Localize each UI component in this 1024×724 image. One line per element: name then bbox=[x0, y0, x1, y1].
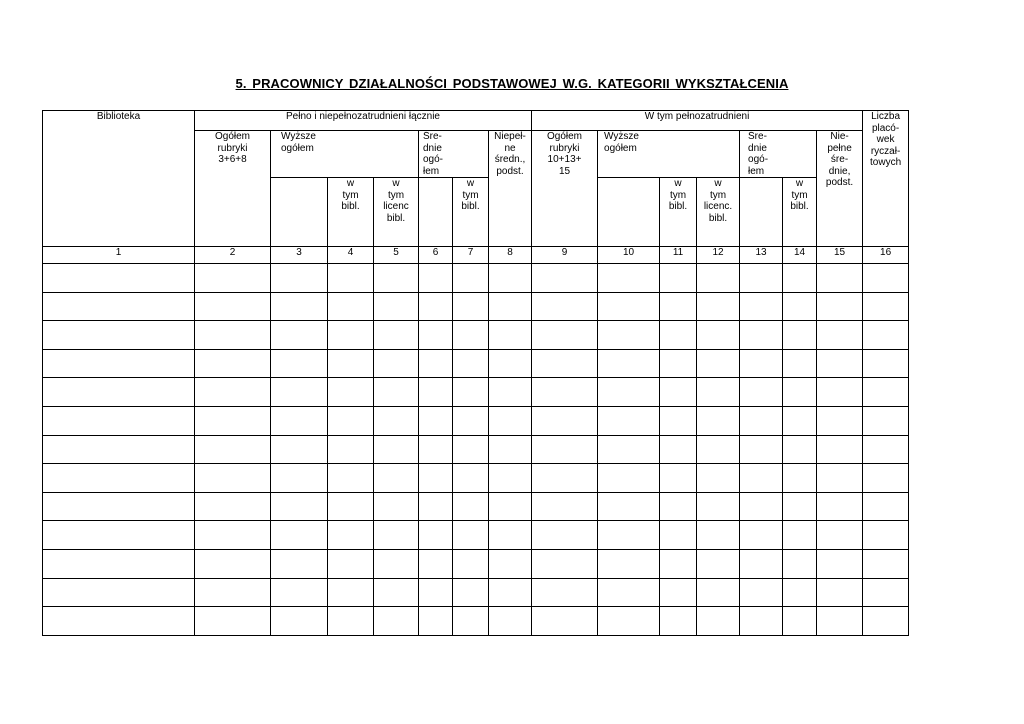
table-cell[interactable] bbox=[863, 406, 909, 435]
table-cell[interactable] bbox=[740, 492, 783, 521]
table-cell[interactable] bbox=[489, 492, 532, 521]
table-cell[interactable] bbox=[271, 492, 328, 521]
table-cell[interactable] bbox=[783, 435, 817, 464]
table-cell[interactable] bbox=[43, 378, 195, 407]
table-cell[interactable] bbox=[783, 464, 817, 493]
table-cell[interactable] bbox=[598, 549, 660, 578]
table-row bbox=[43, 464, 909, 493]
table-row bbox=[43, 406, 909, 435]
table-cell[interactable] bbox=[660, 378, 697, 407]
table-cell[interactable] bbox=[660, 464, 697, 493]
table-cell[interactable] bbox=[863, 435, 909, 464]
table-cell[interactable] bbox=[374, 464, 419, 493]
header-g2-niepelne: Nie- pełne śre- dnie, podst. bbox=[817, 131, 863, 247]
header-g2-ogolem: Ogółem rubryki 10+13+ 15 bbox=[532, 131, 598, 247]
table-cell[interactable] bbox=[598, 521, 660, 550]
table-cell[interactable] bbox=[598, 406, 660, 435]
table-cell[interactable] bbox=[740, 264, 783, 293]
table-cell[interactable] bbox=[419, 435, 453, 464]
table-cell[interactable] bbox=[489, 406, 532, 435]
header-group-fulltime: W tym pełnozatrudnieni bbox=[532, 111, 863, 131]
column-number: 11 bbox=[660, 247, 697, 264]
table-cell[interactable] bbox=[740, 349, 783, 378]
table-cell[interactable] bbox=[697, 264, 740, 293]
table-cell[interactable] bbox=[598, 464, 660, 493]
header-biblioteka: Biblioteka bbox=[43, 111, 195, 247]
table-cell[interactable] bbox=[374, 406, 419, 435]
table-cell[interactable] bbox=[419, 349, 453, 378]
table-cell[interactable] bbox=[374, 292, 419, 321]
table-cell[interactable] bbox=[863, 378, 909, 407]
table-row bbox=[43, 492, 909, 521]
column-number: 3 bbox=[271, 247, 328, 264]
table-cell[interactable] bbox=[489, 264, 532, 293]
table-row bbox=[43, 607, 909, 636]
header-g1-niepelne: Niepeł- ne średn., podst. bbox=[489, 131, 532, 247]
table-cell[interactable] bbox=[660, 321, 697, 350]
table-cell[interactable] bbox=[740, 464, 783, 493]
table-cell[interactable] bbox=[43, 264, 195, 293]
table-cell[interactable] bbox=[817, 321, 863, 350]
table-cell[interactable] bbox=[271, 549, 328, 578]
table-cell[interactable] bbox=[697, 607, 740, 636]
table-cell[interactable] bbox=[419, 578, 453, 607]
table-cell[interactable] bbox=[660, 349, 697, 378]
table-cell[interactable] bbox=[453, 549, 489, 578]
table-cell[interactable] bbox=[532, 464, 598, 493]
header-g2-srednie-wtym: w tym bibl. bbox=[783, 178, 817, 247]
table-cell[interactable] bbox=[328, 292, 374, 321]
table-cell[interactable] bbox=[783, 549, 817, 578]
column-number: 13 bbox=[740, 247, 783, 264]
table-cell[interactable] bbox=[43, 349, 195, 378]
table-row bbox=[43, 378, 909, 407]
table-cell[interactable] bbox=[740, 406, 783, 435]
table-cell[interactable] bbox=[817, 607, 863, 636]
header-g2-wtym-bibl: w tym bibl. bbox=[660, 178, 697, 247]
table-cell[interactable] bbox=[783, 378, 817, 407]
table-cell[interactable] bbox=[532, 607, 598, 636]
table-cell[interactable] bbox=[863, 349, 909, 378]
header-group-row bbox=[43, 111, 909, 131]
column-number: 12 bbox=[697, 247, 740, 264]
table-cell[interactable] bbox=[419, 492, 453, 521]
column-number: 15 bbox=[817, 247, 863, 264]
column-number: 16 bbox=[863, 247, 909, 264]
table-cell[interactable] bbox=[660, 549, 697, 578]
table-cell[interactable] bbox=[489, 549, 532, 578]
table-cell[interactable] bbox=[598, 492, 660, 521]
table-cell[interactable] bbox=[697, 549, 740, 578]
table-cell[interactable] bbox=[195, 578, 271, 607]
table-cell[interactable] bbox=[374, 549, 419, 578]
table-cell[interactable] bbox=[453, 521, 489, 550]
header-liczba-placowek: Liczba placó- wek ryczał- towych bbox=[863, 111, 909, 247]
table-cell[interactable] bbox=[43, 521, 195, 550]
column-number: 1 bbox=[43, 247, 195, 264]
table-cell[interactable] bbox=[489, 607, 532, 636]
table-cell[interactable] bbox=[374, 521, 419, 550]
table-cell[interactable] bbox=[489, 578, 532, 607]
table-cell[interactable] bbox=[328, 464, 374, 493]
header-g1-srednie: Śre- dnie ogó- łem bbox=[419, 131, 489, 178]
header-g1-srednie-spacer bbox=[419, 178, 453, 247]
table-cell[interactable] bbox=[328, 264, 374, 293]
table-cell[interactable] bbox=[697, 349, 740, 378]
table-row bbox=[43, 521, 909, 550]
table-cell[interactable] bbox=[598, 292, 660, 321]
table-cell[interactable] bbox=[271, 264, 328, 293]
header-g2-srednie: Śre- dnie ogó- łem bbox=[740, 131, 817, 178]
table-cell[interactable] bbox=[489, 435, 532, 464]
table-cell[interactable] bbox=[489, 321, 532, 350]
column-number: 2 bbox=[195, 247, 271, 264]
table-cell[interactable] bbox=[419, 406, 453, 435]
column-number: 9 bbox=[532, 247, 598, 264]
table-cell[interactable] bbox=[598, 349, 660, 378]
table-cell[interactable] bbox=[419, 521, 453, 550]
table-row bbox=[43, 435, 909, 464]
table-cell[interactable] bbox=[817, 521, 863, 550]
table-cell[interactable] bbox=[489, 464, 532, 493]
table-cell[interactable] bbox=[195, 435, 271, 464]
table-cell[interactable] bbox=[453, 578, 489, 607]
table-cell[interactable] bbox=[740, 607, 783, 636]
header-group-all-staff: Pełno i niepełnozatrudnieni łącznie bbox=[195, 111, 532, 131]
table-row bbox=[43, 349, 909, 378]
table-cell[interactable] bbox=[817, 406, 863, 435]
table-cell[interactable] bbox=[817, 264, 863, 293]
table-cell[interactable] bbox=[817, 292, 863, 321]
table-cell[interactable] bbox=[532, 264, 598, 293]
table-cell[interactable] bbox=[598, 321, 660, 350]
table-cell[interactable] bbox=[660, 492, 697, 521]
table-cell[interactable] bbox=[783, 578, 817, 607]
table-cell[interactable] bbox=[374, 435, 419, 464]
header-g2-wtym-licenc: w tym licenc. bibl. bbox=[697, 178, 740, 247]
header-g1-wtym-bibl: w tym bibl. bbox=[328, 178, 374, 247]
table-cell[interactable] bbox=[660, 521, 697, 550]
table-cell[interactable] bbox=[271, 349, 328, 378]
table-cell[interactable] bbox=[453, 406, 489, 435]
table-cell[interactable] bbox=[453, 292, 489, 321]
table-cell[interactable] bbox=[598, 378, 660, 407]
table-cell[interactable] bbox=[740, 435, 783, 464]
header-g2-wyzsze-spacer bbox=[598, 178, 660, 247]
table-cell[interactable] bbox=[783, 406, 817, 435]
table-cell[interactable] bbox=[740, 549, 783, 578]
header-g1-wtym-licenc: w tym licenc bibl. bbox=[374, 178, 419, 247]
table-cell[interactable] bbox=[419, 292, 453, 321]
table-cell[interactable] bbox=[697, 378, 740, 407]
table-cell[interactable] bbox=[697, 578, 740, 607]
table-cell[interactable] bbox=[697, 321, 740, 350]
table-cell[interactable] bbox=[532, 549, 598, 578]
table-cell[interactable] bbox=[817, 464, 863, 493]
table-cell[interactable] bbox=[328, 578, 374, 607]
table-row bbox=[43, 292, 909, 321]
table-cell[interactable] bbox=[783, 292, 817, 321]
table-cell[interactable] bbox=[863, 549, 909, 578]
table-cell[interactable] bbox=[453, 349, 489, 378]
table-cell[interactable] bbox=[863, 607, 909, 636]
table-cell[interactable] bbox=[271, 406, 328, 435]
table-cell[interactable] bbox=[817, 549, 863, 578]
table-cell[interactable] bbox=[271, 378, 328, 407]
table-cell[interactable] bbox=[195, 549, 271, 578]
table-cell[interactable] bbox=[419, 321, 453, 350]
table-cell[interactable] bbox=[328, 521, 374, 550]
table-cell[interactable] bbox=[740, 321, 783, 350]
table-cell[interactable] bbox=[532, 521, 598, 550]
table-cell[interactable] bbox=[195, 349, 271, 378]
table-cell[interactable] bbox=[783, 264, 817, 293]
table-cell[interactable] bbox=[532, 406, 598, 435]
page-title: 5. PRACOWNICY DZIAŁALNOŚCI PODSTAWOWEJ W.G. KATEGORII WYKSZTAŁCENIA bbox=[235, 76, 789, 91]
table-cell[interactable] bbox=[43, 292, 195, 321]
table-cell[interactable] bbox=[697, 406, 740, 435]
table-cell[interactable] bbox=[532, 492, 598, 521]
table-cell[interactable] bbox=[863, 578, 909, 607]
column-number: 10 bbox=[598, 247, 660, 264]
table-cell[interactable] bbox=[195, 292, 271, 321]
table-cell[interactable] bbox=[271, 578, 328, 607]
table-cell[interactable] bbox=[740, 378, 783, 407]
table-cell[interactable] bbox=[374, 578, 419, 607]
table-cell[interactable] bbox=[374, 264, 419, 293]
table-cell[interactable] bbox=[783, 321, 817, 350]
table-cell[interactable] bbox=[374, 349, 419, 378]
table-cell[interactable] bbox=[271, 607, 328, 636]
table-cell[interactable] bbox=[697, 492, 740, 521]
table-cell[interactable] bbox=[419, 464, 453, 493]
table-cell[interactable] bbox=[660, 292, 697, 321]
table-cell[interactable] bbox=[43, 492, 195, 521]
header-g1-srednie-wtym: w tym bibl. bbox=[453, 178, 489, 247]
table-cell[interactable] bbox=[697, 292, 740, 321]
header-g2-srednie-spacer bbox=[740, 178, 783, 247]
table-cell[interactable] bbox=[453, 607, 489, 636]
table-cell[interactable] bbox=[817, 378, 863, 407]
table-cell[interactable] bbox=[453, 464, 489, 493]
table-cell[interactable] bbox=[660, 406, 697, 435]
table-cell[interactable] bbox=[195, 406, 271, 435]
table-cell[interactable] bbox=[783, 349, 817, 378]
table-cell[interactable] bbox=[328, 607, 374, 636]
table-cell[interactable] bbox=[740, 292, 783, 321]
table-cell[interactable] bbox=[598, 578, 660, 607]
table-cell[interactable] bbox=[863, 321, 909, 350]
table-cell[interactable] bbox=[660, 578, 697, 607]
table-cell[interactable] bbox=[740, 521, 783, 550]
table-cell[interactable] bbox=[817, 492, 863, 521]
table-cell[interactable] bbox=[697, 464, 740, 493]
table-cell[interactable] bbox=[271, 321, 328, 350]
table-cell[interactable] bbox=[328, 321, 374, 350]
table-cell[interactable] bbox=[660, 264, 697, 293]
table-cell[interactable] bbox=[43, 578, 195, 607]
table-cell[interactable] bbox=[532, 349, 598, 378]
table-cell[interactable] bbox=[374, 607, 419, 636]
table-cell[interactable] bbox=[532, 378, 598, 407]
table-cell[interactable] bbox=[43, 464, 195, 493]
column-number: 7 bbox=[453, 247, 489, 264]
table-cell[interactable] bbox=[783, 521, 817, 550]
table-cell[interactable] bbox=[740, 578, 783, 607]
table-cell[interactable] bbox=[195, 378, 271, 407]
table-cell[interactable] bbox=[271, 435, 328, 464]
column-number: 14 bbox=[783, 247, 817, 264]
table-cell[interactable] bbox=[863, 464, 909, 493]
table-cell[interactable] bbox=[419, 607, 453, 636]
table-row bbox=[43, 264, 909, 293]
table-cell[interactable] bbox=[598, 607, 660, 636]
table-cell[interactable] bbox=[419, 264, 453, 293]
table-cell[interactable] bbox=[374, 321, 419, 350]
table-cell[interactable] bbox=[783, 492, 817, 521]
column-number: 4 bbox=[328, 247, 374, 264]
table-cell[interactable] bbox=[195, 264, 271, 293]
table-cell[interactable] bbox=[863, 492, 909, 521]
header-g1-wyzsze: Wyższe ogółem bbox=[271, 131, 419, 178]
table-cell[interactable] bbox=[660, 607, 697, 636]
table-cell[interactable] bbox=[489, 378, 532, 407]
table-cell[interactable] bbox=[43, 321, 195, 350]
table-cell[interactable] bbox=[328, 378, 374, 407]
table-row bbox=[43, 321, 909, 350]
table-cell[interactable] bbox=[453, 321, 489, 350]
table-cell[interactable] bbox=[660, 435, 697, 464]
table-cell[interactable] bbox=[453, 435, 489, 464]
table-cell[interactable] bbox=[195, 492, 271, 521]
table-cell[interactable] bbox=[328, 349, 374, 378]
table-cell[interactable] bbox=[271, 464, 328, 493]
table-cell[interactable] bbox=[863, 292, 909, 321]
table-cell[interactable] bbox=[453, 264, 489, 293]
table-cell[interactable] bbox=[697, 521, 740, 550]
column-number-row bbox=[43, 247, 909, 264]
table-cell[interactable] bbox=[271, 292, 328, 321]
table-cell[interactable] bbox=[419, 378, 453, 407]
table-cell[interactable] bbox=[195, 607, 271, 636]
column-number: 6 bbox=[419, 247, 453, 264]
table-cell[interactable] bbox=[598, 435, 660, 464]
column-number: 8 bbox=[489, 247, 532, 264]
table-cell[interactable] bbox=[43, 607, 195, 636]
table-cell[interactable] bbox=[453, 492, 489, 521]
table-cell[interactable] bbox=[489, 521, 532, 550]
table-cell[interactable] bbox=[419, 549, 453, 578]
table-cell[interactable] bbox=[328, 406, 374, 435]
table-cell[interactable] bbox=[783, 607, 817, 636]
table-cell[interactable] bbox=[532, 292, 598, 321]
table-cell[interactable] bbox=[697, 435, 740, 464]
header-g1-wyzsze-spacer bbox=[271, 178, 328, 247]
table-cell[interactable] bbox=[195, 521, 271, 550]
table-cell[interactable] bbox=[271, 521, 328, 550]
header-g2-wyzsze: Wyższe ogółem bbox=[598, 131, 740, 178]
table-cell[interactable] bbox=[374, 378, 419, 407]
table-cell[interactable] bbox=[863, 264, 909, 293]
table-cell[interactable] bbox=[374, 492, 419, 521]
table-cell[interactable] bbox=[532, 435, 598, 464]
table-cell[interactable] bbox=[328, 549, 374, 578]
table-cell[interactable] bbox=[195, 464, 271, 493]
table-cell[interactable] bbox=[43, 406, 195, 435]
table-cell[interactable] bbox=[817, 349, 863, 378]
table-cell[interactable] bbox=[489, 292, 532, 321]
table-cell[interactable] bbox=[453, 378, 489, 407]
table-row bbox=[43, 578, 909, 607]
table-cell[interactable] bbox=[195, 321, 271, 350]
table-cell[interactable] bbox=[532, 578, 598, 607]
header-g1-ogolem: Ogółem rubryki 3+6+8 bbox=[195, 131, 271, 247]
table-cell[interactable] bbox=[598, 264, 660, 293]
staff-education-table bbox=[42, 110, 909, 636]
table-cell[interactable] bbox=[532, 321, 598, 350]
table-cell[interactable] bbox=[863, 521, 909, 550]
table-cell[interactable] bbox=[817, 435, 863, 464]
table-cell[interactable] bbox=[43, 435, 195, 464]
table-cell[interactable] bbox=[328, 492, 374, 521]
table-cell[interactable] bbox=[489, 349, 532, 378]
table-cell[interactable] bbox=[817, 578, 863, 607]
table-row bbox=[43, 549, 909, 578]
table-cell[interactable] bbox=[43, 549, 195, 578]
table-cell[interactable] bbox=[328, 435, 374, 464]
column-number: 5 bbox=[374, 247, 419, 264]
